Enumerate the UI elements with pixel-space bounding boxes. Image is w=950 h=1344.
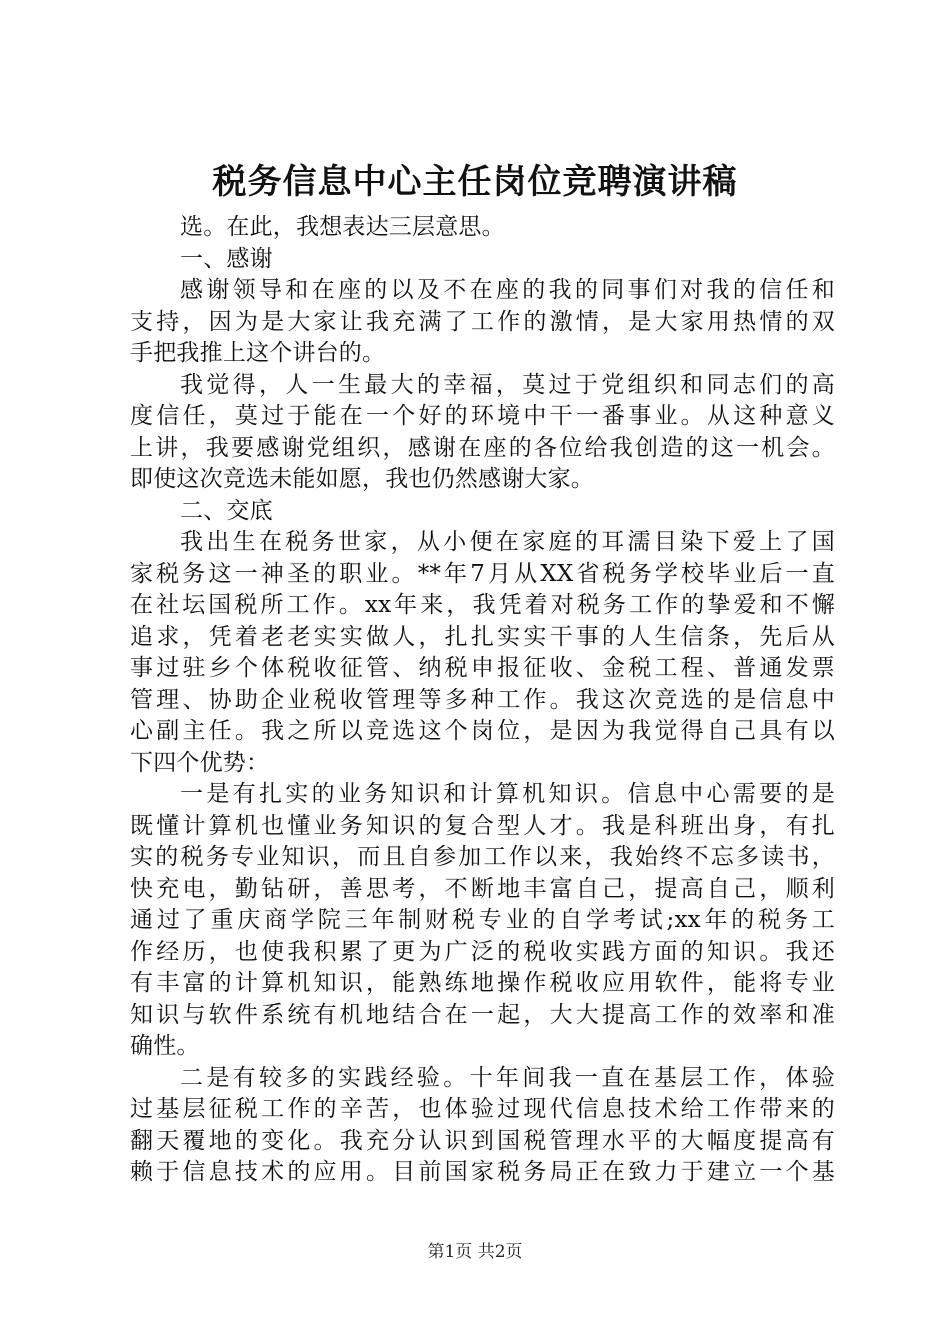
text-line: 我出生在税务世家，从小便在家庭的耳濡目染下爱上了国 (180, 529, 835, 555)
text-line: 知识与软件系统有机地结合在一起，大大提高工作的效率和准 (130, 1001, 835, 1028)
page-title: 税务信息中心主任岗位竞聘演讲稿 (212, 162, 738, 202)
text-line: 选。在此，我想表达三层意思。 (180, 214, 505, 240)
text-line: 快充电，勤钻研，善思考，不断地丰富自己，提高自己，顺利 (130, 875, 835, 902)
page-footer: 第1页 共2页 (427, 1242, 523, 1262)
text-line: 实的税务专业知识，而且自参加工作以来，我始终不忘多读书， (130, 844, 835, 870)
text-line: 管理、协助企业税收管理等多种工作。我这次竞选的是信息中 (130, 686, 835, 713)
text-line: 一、感谢 (180, 245, 273, 272)
text-line: 作经历，也使我积累了更为广泛的税收实践方面的知识。我还 (130, 938, 835, 965)
text-line: 感谢领导和在座的以及不在座的我的同事们对我的信任和 (180, 277, 835, 303)
text-line: 上讲，我要感谢党组织，感谢在座的各位给我创造的这一机会。 (130, 434, 835, 461)
text-line: 事过驻乡个体税收征管、纳税申报征收、金税工程、普通发票 (130, 655, 835, 681)
text-line: 二是有较多的实践经验。十年间我一直在基层工作，体验 (180, 1064, 835, 1091)
text-line: 度信任，莫过于能在一个好的环境中干一番事业。从这种意义 (130, 403, 835, 429)
text-line: 有丰富的计算机知识，能熟练地操作税收应用软件，能将专业 (130, 970, 835, 996)
text-line: 赖于信息技术的应用。目前国家税务局正在致力于建立一个基 (130, 1159, 835, 1185)
text-line: 我觉得，人一生最大的幸福，莫过于党组织和同志们的高 (180, 371, 835, 398)
text-line: 确性。 (130, 1033, 200, 1059)
text-line: 一是有扎实的业务知识和计算机知识。信息中心需要的是 (180, 781, 835, 807)
text-line: 二、交底 (180, 497, 273, 524)
text-line: 既懂计算机也懂业务知识的复合型人才。我是科班出身，有扎 (130, 812, 835, 839)
text-line: 心副主任。我之所以竞选这个岗位，是因为我觉得自己具有以 (130, 718, 835, 744)
text-line: 过基层征税工作的辛苦，也体验过现代信息技术给工作带来的 (130, 1096, 835, 1122)
text-line: 在社坛国税所工作。xx年来，我凭着对税务工作的挚爱和不懈 (130, 592, 835, 618)
text-line: 支持，因为是大家让我充满了工作的激情，是大家用热情的双 (130, 308, 835, 335)
document-body (130, 212, 835, 1189)
text-line: 追求，凭着老老实实做人，扎扎实实干事的人生信条，先后从 (130, 623, 835, 650)
text-line: 下四个优势： (130, 749, 270, 776)
text-line: 手把我推上这个讲台的。 (130, 340, 386, 366)
text-line: 翻天覆地的变化。我充分认识到国税管理水平的大幅度提高有 (130, 1127, 835, 1154)
text-line: 即使这次竞选未能如愿，我也仍然感谢大家。 (130, 466, 594, 492)
text-line: 通过了重庆商学院三年制财税专业的自学考试;xx年的税务工 (130, 907, 835, 933)
text-line: 家税务这一神圣的职业。**年7月从XX省税务学校毕业后一直 (130, 560, 835, 587)
